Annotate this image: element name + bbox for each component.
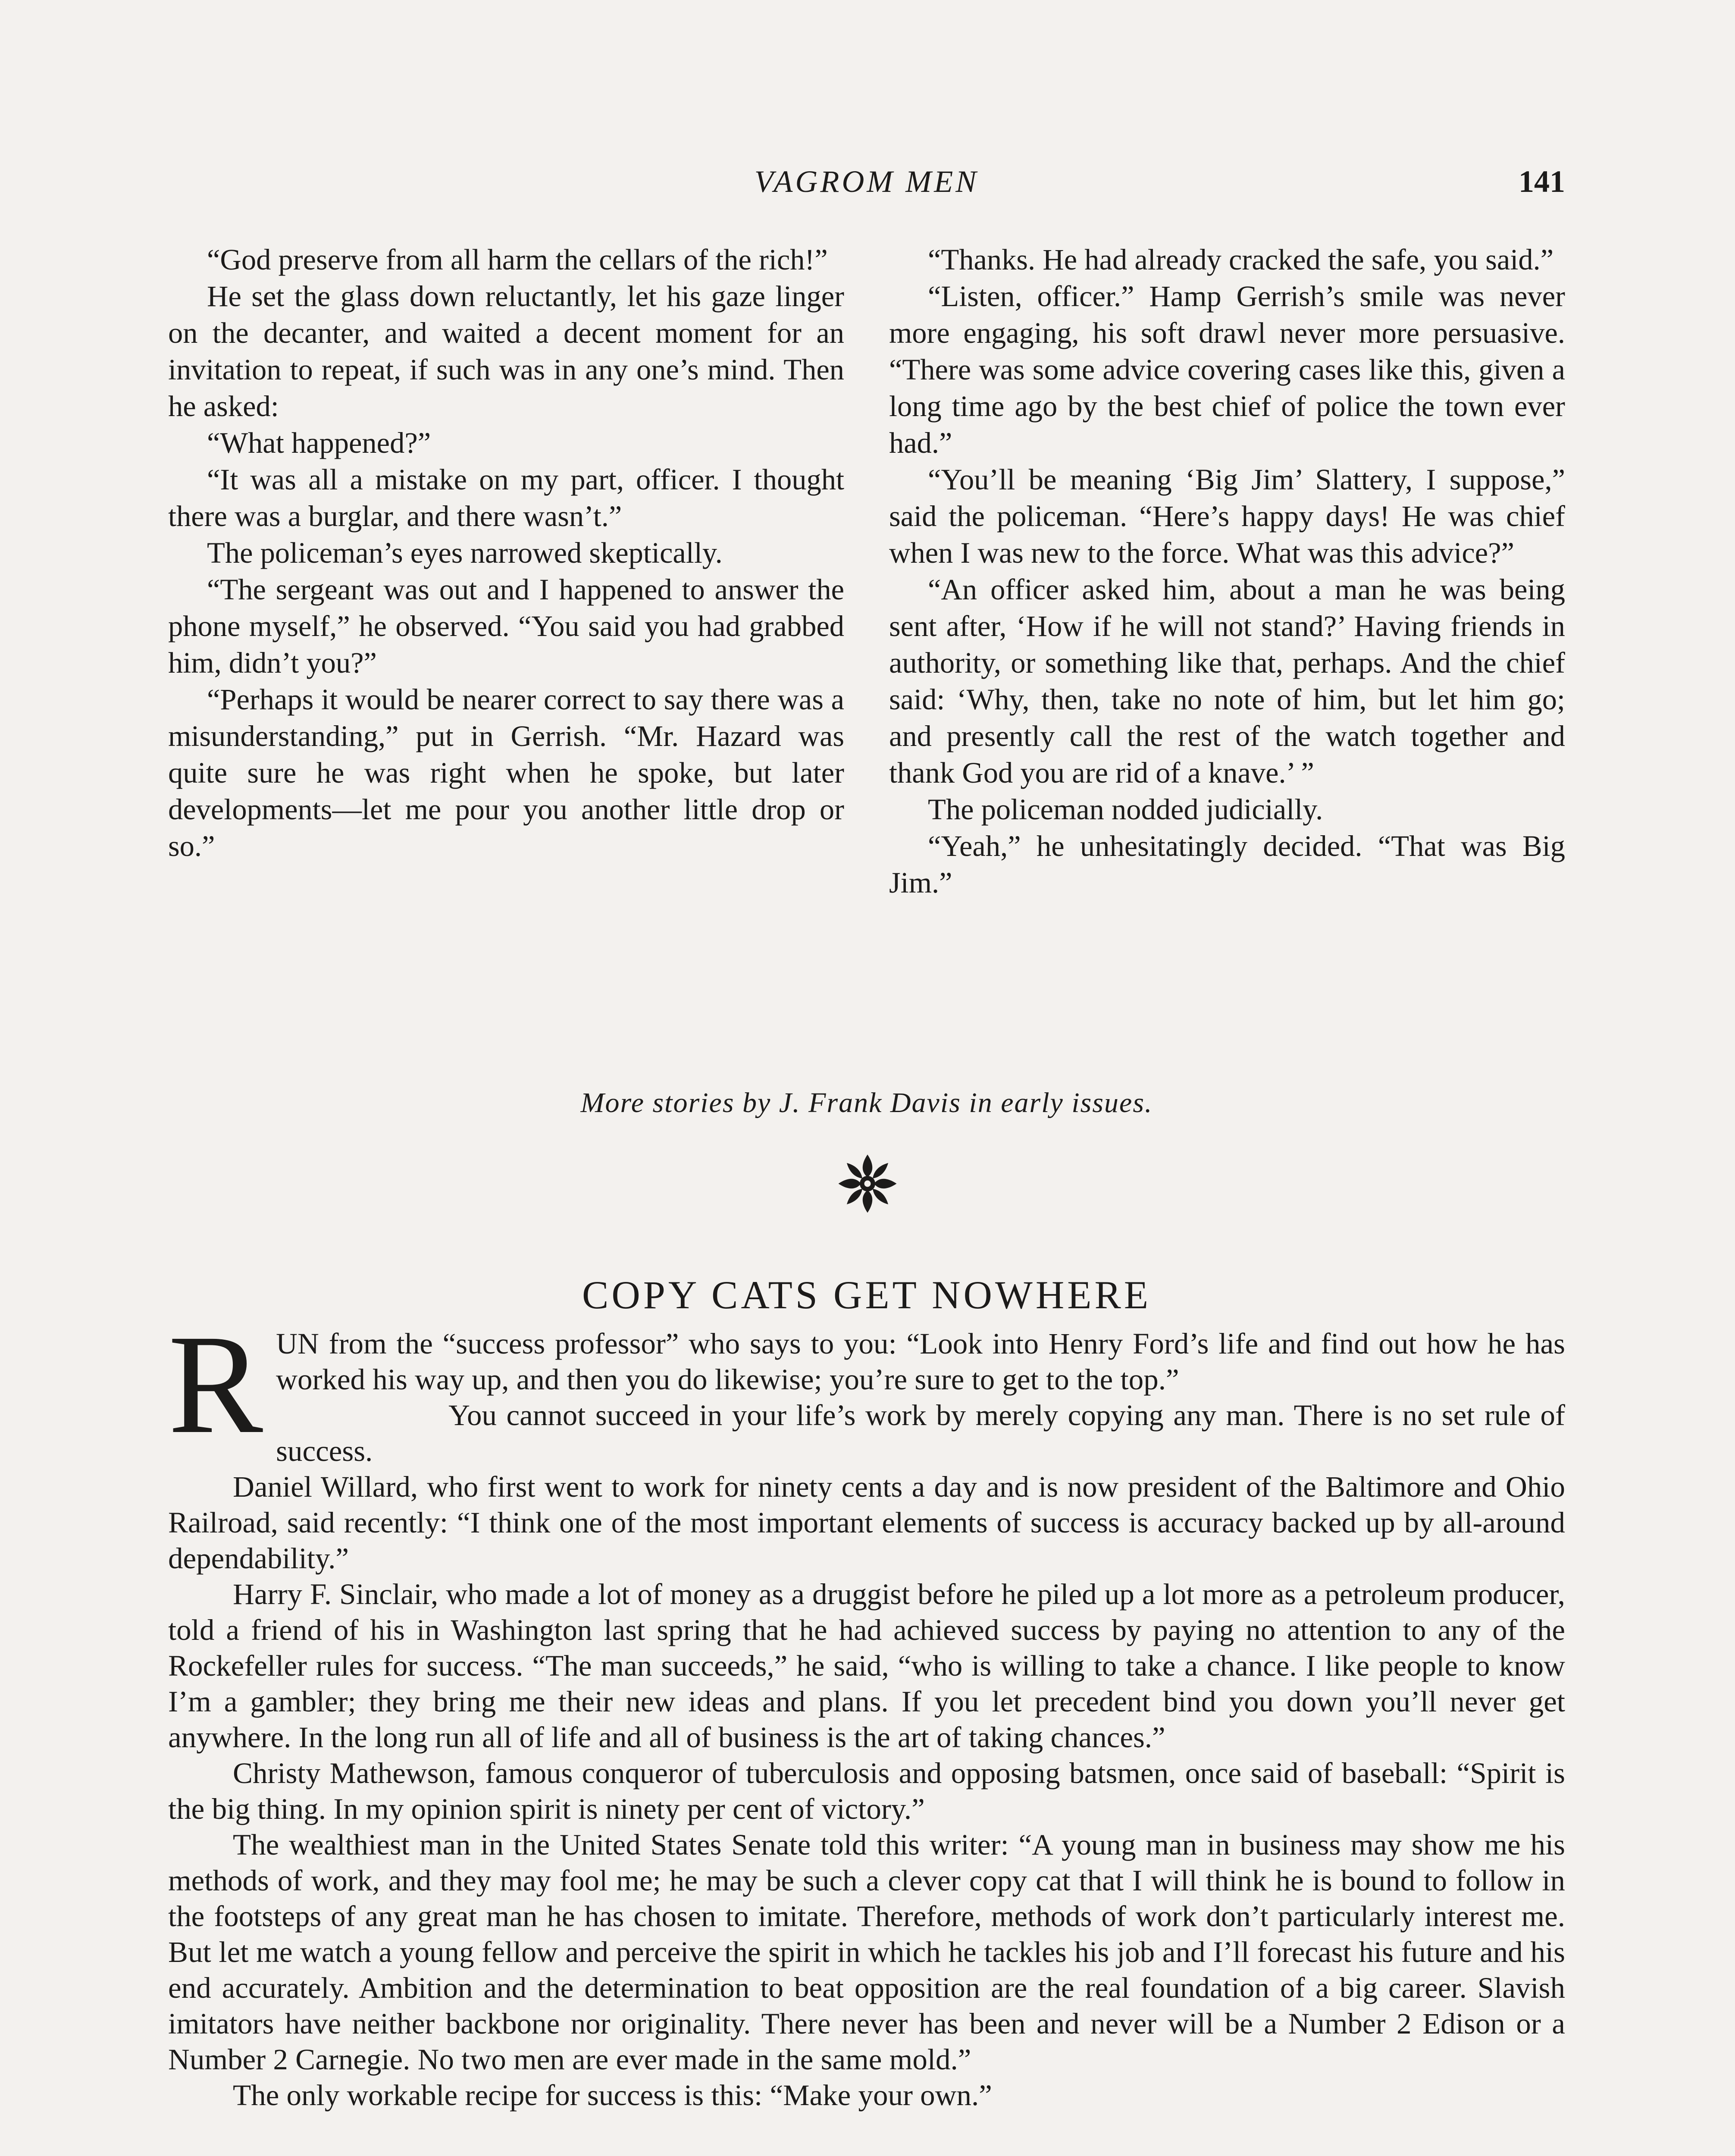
paragraph: The policeman’s eyes narrowed skeptically. — [207, 536, 723, 569]
right-column — [889, 241, 1565, 901]
paragraph: He set the glass down reluctantly, let his gaze linger on the decanter, and waited a decent moment for an invitation to repeat, if such was in any one’s mind. Then he asked: — [168, 280, 844, 423]
paragraph: Daniel Willard, who first went to work for ninety cents a day and is now president of the Baltimore and Ohio Railroad, said recently: “I think one of the most important elements of success is accuracy backed up by all-around dependability.” — [168, 1470, 1565, 1575]
paragraph: “It was all a mistake on my part, officer. I thought there was a burglar, and there wasn’t.” — [168, 463, 844, 533]
story-credit: More stories by J. Frank Davis in early issues. — [580, 1087, 1153, 1119]
paragraph: The wealthiest man in the United States Senate told this writer: “A young man in business may show me his methods of work, and they may fool me; he may be such a clever copy cat that I will think he is bound to follow in the footsteps of any great man he has chosen to imitate. Therefore, methods of work don’t particularly interest me. But let me watch a young fellow and perceive the spirit in which he tackles his job and I’ll forecast his future and his end accurately. Ambition and the determination to beat opposition are the real foundation of a big career. Slavish imitators have neither backbone nor originality. There never has been and never will be a Number 2 Edison or a Number 2 Carnegie. No two men are ever made in the same mold.” — [168, 1828, 1565, 2076]
article-body — [168, 1306, 1565, 2113]
drop-cap: R — [168, 1306, 263, 1463]
paragraph: “Perhaps it would be nearer correct to say there was a misunderstanding,” put in Gerrish. “Mr. Hazard was quite sure he was right when he spoke, but later developments—let me pour you another little drop or so.” — [168, 683, 844, 862]
paragraph: The only workable recipe for success is this: “Make your own.” — [233, 2079, 992, 2112]
lead-text: UN from the “success professor” who says to you: “Look into Henry Ford’s life and find out how he has worked his way up, and then you do likewise; you’re sure to get to the top.” — [276, 1327, 1565, 1396]
paragraph: Harry F. Sinclair, who made a lot of money as a druggist before he piled up a lot more as a petroleum producer, told a friend of his in Washington last spring that he had achieved success by paying no attention to any of the Rockefeller rules for success. “The man succeeds,” he said, “who is willing to take a chance. I like people to know I’m a gambler; they bring me their new ideas and plans. If you let precedent bind you down you’ll never get anywhere. In the long run all of life and all of business is the art of taking chances.” — [168, 1578, 1565, 1754]
paragraph: “The sergeant was out and I happened to answer the phone myself,” he observed. “You said you had grabbed him, didn’t you?” — [168, 573, 844, 679]
paragraph: “Thanks. He had already cracked the safe, you said.” — [928, 243, 1554, 276]
article-title: COPY CATS GET NOWHERE — [582, 1273, 1152, 1317]
running-title: VAGROM MEN — [754, 164, 979, 199]
page-number: 141 — [1519, 164, 1565, 199]
paragraph: “An officer asked him, about a man he was being sent after, ‘How if he will not stand?’ Having friends in authority, or something like that, perhaps. And the chief said: ‘Why, then, take no note of him, but let him go; and presently call the rest of the watch together and thank God you are rid of a knave.’ ” — [889, 573, 1565, 789]
paragraph: “Yeah,” he unhesitatingly decided. “That was Big Jim.” — [889, 830, 1565, 899]
left-column — [168, 241, 844, 901]
page-header — [168, 164, 1565, 211]
paragraph: The policeman nodded judicially. — [928, 793, 1323, 826]
paragraph: Christy Mathewson, famous conqueror of tuberculosis and opposing batsmen, once said of baseball: “Spirit is the big thing. In my opinion spirit is ninety per cent of victory.” — [168, 1757, 1565, 1825]
story-columns — [168, 241, 1565, 901]
paragraph: “God preserve from all harm the cellars of the rich!” — [207, 243, 828, 276]
paragraph: “You’ll be meaning ‘Big Jim’ Slattery, I suppose,” said the policeman. “Here’s happy days! He was chief when I was new to the force. What was this advice?” — [889, 463, 1565, 569]
paragraph: “Listen, officer.” Hamp Gerrish’s smile was never more engaging, his soft drawl never more persuasive. “There was some advice covering cases like this, given a long time ago by the best chief of police the town ever had.” — [889, 280, 1565, 459]
floral-ornament-icon — [835, 1151, 900, 1216]
paragraph: “What happened?” — [207, 426, 431, 459]
paragraph: You cannot succeed in your life’s work by merely copying any man. There is no set rule of success. — [276, 1399, 1565, 1467]
